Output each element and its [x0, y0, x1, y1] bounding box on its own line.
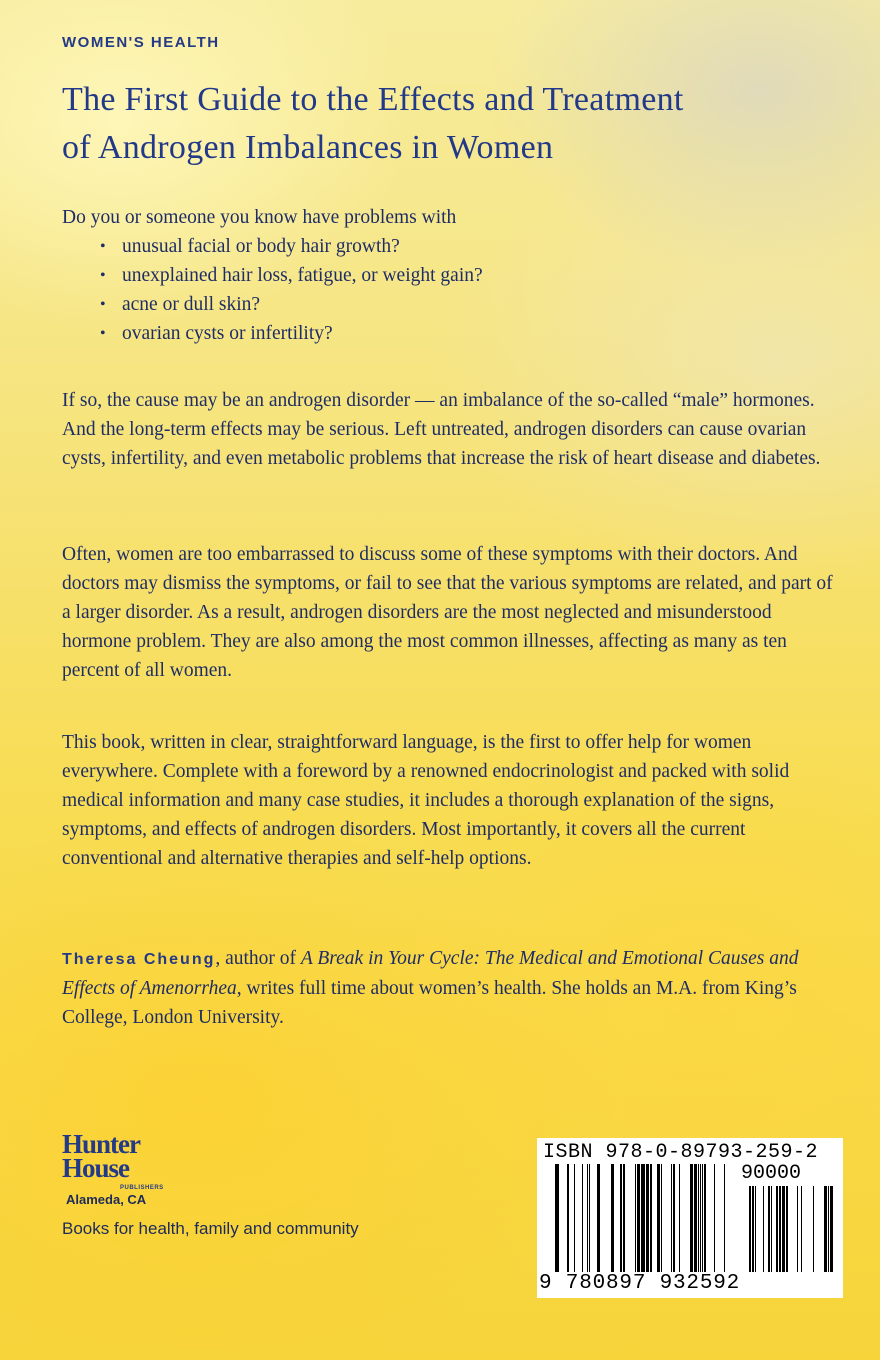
symptom-item: • unusual facial or body hair growth?	[100, 232, 842, 261]
series-label: WOMEN'S HEALTH	[62, 34, 220, 51]
paragraph-book-description: This book, written in clear, straightforward language, is the first to offer help for women everywhere. Complete with a foreword by a renowned endocrinologist and packed with solid medical information and many case studies, it includes a thorough explanation of the signs, symptoms, and effects of androgen disorders. Most importantly, it covers all the current conventional and alternative therapies and self-help options.	[62, 732, 790, 869]
paragraph-androgen-disorder: If so, the cause may be an androgen disorder — an imbalance of the so-called “male” hormones. And the long-term effects may be serious. Left untreated, androgen disorders can cause ovarian cysts, infertility, and even metabolic problems that increase the risk of heart disease and diabetes.	[62, 390, 821, 469]
symptom-item: • ovarian cysts or infertility?	[100, 319, 842, 348]
logo-line-1: Hunter	[62, 1129, 140, 1159]
symptom-list	[62, 232, 842, 348]
intro-text: Do you or someone you know have problems with	[62, 207, 457, 228]
barcode-bars-icon	[555, 1164, 731, 1276]
paragraph-neglected-problem: Often, women are too embarrassed to discuss some of these symptoms with their doctors. And doctors may dismiss the symptoms, or fail to see that the various symptoms are related, and part of a larger disorder. As a result, androgen disorders are the most neglected and misunderstood hormone problem. They are also among the most common illnesses, affecting as many as ten percent of all women.	[62, 544, 833, 681]
publisher-location: Alameda, CA	[66, 1192, 147, 1207]
headline	[62, 76, 842, 172]
author-bio	[62, 944, 842, 1032]
symptom-item: • unexplained hair loss, fatigue, or weight gain?	[100, 261, 842, 290]
price-code: 90000	[741, 1162, 802, 1185]
logo-line-2: House	[62, 1153, 130, 1183]
symptom-item: • acne or dull skin?	[100, 290, 842, 319]
author-book-title: A Break in Your Cycle: The Medical and Emotional Causes and Effects of Amenorrhea	[62, 948, 799, 999]
intro-section	[62, 203, 842, 348]
publisher-tagline: Books for health, family and community	[62, 1219, 359, 1238]
logo-sub: PUBLISHERS	[120, 1185, 164, 1191]
barcode-addon-bars-icon	[737, 1186, 837, 1274]
author-text-after: , writes full time about women’s health. She holds an M.A. from King’s College, London University.	[62, 978, 797, 1028]
headline-line-1: The First Guide to the Effects and Treatment	[62, 81, 684, 118]
author-text-before: , author of	[215, 948, 301, 969]
headline-line-2: of Androgen Imbalances in Women	[62, 129, 554, 166]
author-name: Theresa Cheung	[62, 951, 216, 968]
barcode	[537, 1138, 843, 1298]
ean-digits: 9 780897 932592	[539, 1272, 741, 1295]
isbn-text: ISBN 978-0-89793-259-2	[543, 1141, 819, 1164]
